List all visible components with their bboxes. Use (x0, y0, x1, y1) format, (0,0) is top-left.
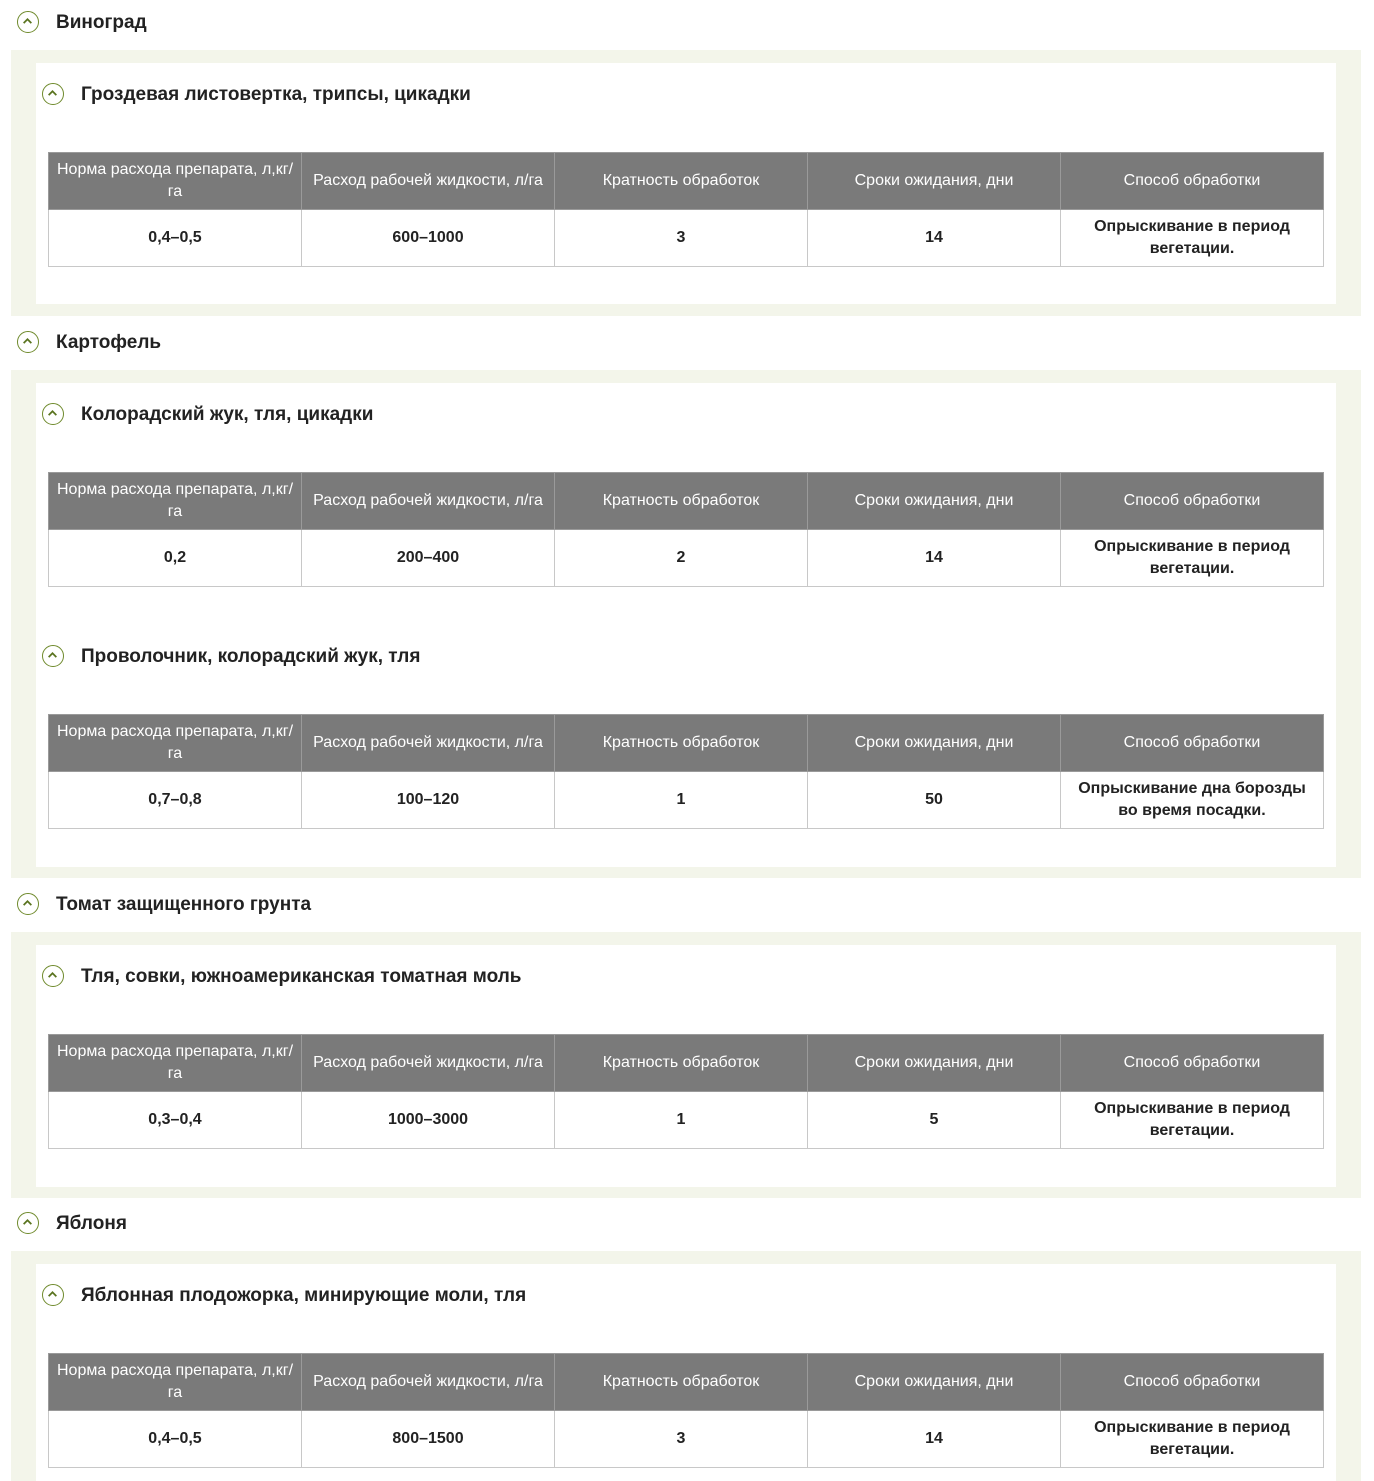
cell-wait: 14 (808, 1411, 1061, 1468)
header-rate: Норма расхода препарата, л,кг/га (49, 153, 302, 210)
table-row (49, 530, 1324, 587)
header-liquid: Расход рабочей жидкости, л/га (302, 153, 555, 210)
cell-wait: 14 (808, 530, 1061, 587)
crop-title[interactable]: Картофель (56, 332, 162, 353)
crop-title[interactable]: Виноград (56, 12, 147, 33)
pest-title[interactable]: Гроздевая листовертка, трипсы, цикадки (81, 84, 471, 105)
cell-rate: 0,4–0,5 (49, 210, 302, 267)
pest-header[interactable] (36, 636, 1336, 676)
header-count: Кратность обработок (555, 1354, 808, 1411)
header-method: Способ обработки (1061, 715, 1324, 772)
crop-header[interactable] (0, 884, 1374, 928)
table-header-row (49, 153, 1324, 210)
rates-table (48, 152, 1324, 267)
crop-panel (11, 932, 1361, 1198)
pest-panel (36, 945, 1336, 1187)
crop-header[interactable] (0, 322, 1374, 366)
pest-title[interactable]: Колорадский жук, тля, цикадки (81, 404, 374, 425)
collapse-chevron-icon[interactable] (42, 1284, 64, 1306)
collapse-chevron-icon[interactable] (42, 645, 64, 667)
header-liquid: Расход рабочей жидкости, л/га (302, 715, 555, 772)
pest-header[interactable] (36, 956, 1336, 996)
crop-panel (11, 370, 1361, 878)
header-count: Кратность обработок (555, 473, 808, 530)
cell-liquid: 600–1000 (302, 210, 555, 267)
cell-count: 2 (555, 530, 808, 587)
cell-method: Опрыскивание в период вегетации. (1061, 210, 1324, 267)
header-liquid: Расход рабочей жидкости, л/га (302, 1035, 555, 1092)
header-liquid: Расход рабочей жидкости, л/га (302, 1354, 555, 1411)
crop-panel (11, 1251, 1361, 1481)
cell-method: Опрыскивание в период вегетации. (1061, 1092, 1324, 1149)
cell-liquid: 100–120 (302, 772, 555, 829)
pest-panel (36, 383, 1336, 867)
cell-rate: 0,4–0,5 (49, 1411, 302, 1468)
cell-method: Опрыскивание дна борозды во время посадки. (1061, 772, 1324, 829)
cell-count: 1 (555, 1092, 808, 1149)
rates-table (48, 714, 1324, 829)
header-rate: Норма расхода препарата, л,кг/га (49, 1035, 302, 1092)
table-header-row (49, 715, 1324, 772)
cell-wait: 5 (808, 1092, 1061, 1149)
cell-method: Опрыскивание в период вегетации. (1061, 530, 1324, 587)
collapse-chevron-icon[interactable] (17, 1212, 39, 1234)
header-count: Кратность обработок (555, 153, 808, 210)
cell-count: 3 (555, 210, 808, 267)
pest-header[interactable] (36, 74, 1336, 114)
pest-header[interactable] (36, 394, 1336, 434)
collapse-chevron-icon[interactable] (42, 403, 64, 425)
cell-method: Опрыскивание в период вегетации. (1061, 1411, 1324, 1468)
crop-header[interactable] (0, 2, 1374, 46)
rates-table (48, 1034, 1324, 1149)
crop-title[interactable]: Томат защищенного грунта (56, 894, 312, 915)
crop-header[interactable] (0, 1203, 1374, 1247)
header-method: Способ обработки (1061, 1035, 1324, 1092)
header-liquid: Расход рабочей жидкости, л/га (302, 473, 555, 530)
header-method: Способ обработки (1061, 153, 1324, 210)
collapse-chevron-icon[interactable] (42, 83, 64, 105)
pest-title[interactable]: Тля, совки, южноамериканская томатная моль (81, 966, 522, 987)
cell-rate: 0,7–0,8 (49, 772, 302, 829)
collapse-chevron-icon[interactable] (17, 893, 39, 915)
table-header-row (49, 1035, 1324, 1092)
cell-liquid: 800–1500 (302, 1411, 555, 1468)
collapse-chevron-icon[interactable] (42, 965, 64, 987)
cell-count: 3 (555, 1411, 808, 1468)
header-wait: Сроки ожидания, дни (808, 473, 1061, 530)
crop-title[interactable]: Яблоня (56, 1213, 127, 1234)
crop-panel (11, 50, 1361, 316)
pest-panel (36, 63, 1336, 304)
header-method: Способ обработки (1061, 473, 1324, 530)
header-method: Способ обработки (1061, 1354, 1324, 1411)
pest-panel (36, 1264, 1336, 1481)
table-row (49, 210, 1324, 267)
rates-table (48, 472, 1324, 587)
header-count: Кратность обработок (555, 1035, 808, 1092)
cell-liquid: 1000–3000 (302, 1092, 555, 1149)
rates-table (48, 1353, 1324, 1468)
header-count: Кратность обработок (555, 715, 808, 772)
header-rate: Норма расхода препарата, л,кг/га (49, 473, 302, 530)
cell-rate: 0,2 (49, 530, 302, 587)
table-row (49, 772, 1324, 829)
collapse-chevron-icon[interactable] (17, 11, 39, 33)
header-rate: Норма расхода препарата, л,кг/га (49, 1354, 302, 1411)
pest-title[interactable]: Проволочник, колорадский жук, тля (81, 646, 421, 667)
cell-rate: 0,3–0,4 (49, 1092, 302, 1149)
cell-wait: 50 (808, 772, 1061, 829)
table-row (49, 1092, 1324, 1149)
collapse-chevron-icon[interactable] (17, 331, 39, 353)
header-wait: Сроки ожидания, дни (808, 1354, 1061, 1411)
header-wait: Сроки ожидания, дни (808, 1035, 1061, 1092)
cell-count: 1 (555, 772, 808, 829)
table-header-row (49, 1354, 1324, 1411)
table-row (49, 1411, 1324, 1468)
header-wait: Сроки ожидания, дни (808, 715, 1061, 772)
cell-wait: 14 (808, 210, 1061, 267)
table-header-row (49, 473, 1324, 530)
cell-liquid: 200–400 (302, 530, 555, 587)
header-rate: Норма расхода препарата, л,кг/га (49, 715, 302, 772)
header-wait: Сроки ожидания, дни (808, 153, 1061, 210)
pest-title[interactable]: Яблонная плодожорка, минирующие моли, тля (81, 1285, 527, 1306)
pest-header[interactable] (36, 1275, 1336, 1315)
